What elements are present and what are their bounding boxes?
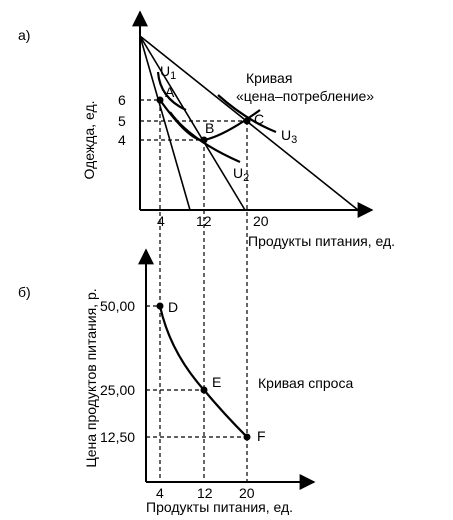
panel-b-x-tick-20: 20 [239,485,255,501]
pcc-label-line1: Кривая [246,70,293,86]
panel-b-y-tick-50: 50,00 [100,298,136,314]
u1-label: $U_1$ [160,63,177,82]
point-e [201,387,208,394]
u2-label: $U_2$ [233,165,250,184]
panel-b-x-tick-4: 4 [156,485,164,501]
point-e-label: E [212,374,222,390]
point-f-label: F [257,428,266,444]
panel-a-x-axis-title: Продукты питания, ед. [248,233,396,249]
point-a-label: A [165,84,175,100]
point-b-label: B [205,120,215,136]
panel-b-x-tick-12: 12 [197,485,213,501]
point-d-label: D [168,299,179,315]
panel-b-x-axis-title: Продукты питания, ед. [146,499,294,515]
panel-b-y-tick-12-5: 12,50 [100,429,136,445]
budget-line-2 [140,36,245,210]
pcc-label-line2: «цена–потребление» [236,88,375,104]
panel-b [18,250,353,515]
point-c-label: C [254,111,265,127]
panel-b-y-axis-title: Цена продуктов питания, р. [83,288,99,468]
panel-a-y-tick-6: 6 [118,92,126,108]
panel-b-tag: б) [18,284,31,300]
panel-a-y-axis-title: Одежда, ед. [81,100,97,180]
panel-a [18,12,395,249]
panel-b-y-tick-25: 25,00 [100,382,136,398]
point-f [244,434,251,441]
u3-label: $U_3$ [281,127,298,146]
panel-a-x-tick-4: 4 [157,213,165,229]
panel-a-x-tick-12: 12 [196,213,212,229]
panel-a-y-tick-4: 4 [118,132,126,148]
panel-a-tag: а) [18,27,31,43]
panel-a-x-tick-20: 20 [253,213,269,229]
demand-curve-label: Кривая спроса [258,375,354,391]
point-d [157,303,164,310]
panel-a-y-tick-5: 5 [118,113,126,129]
